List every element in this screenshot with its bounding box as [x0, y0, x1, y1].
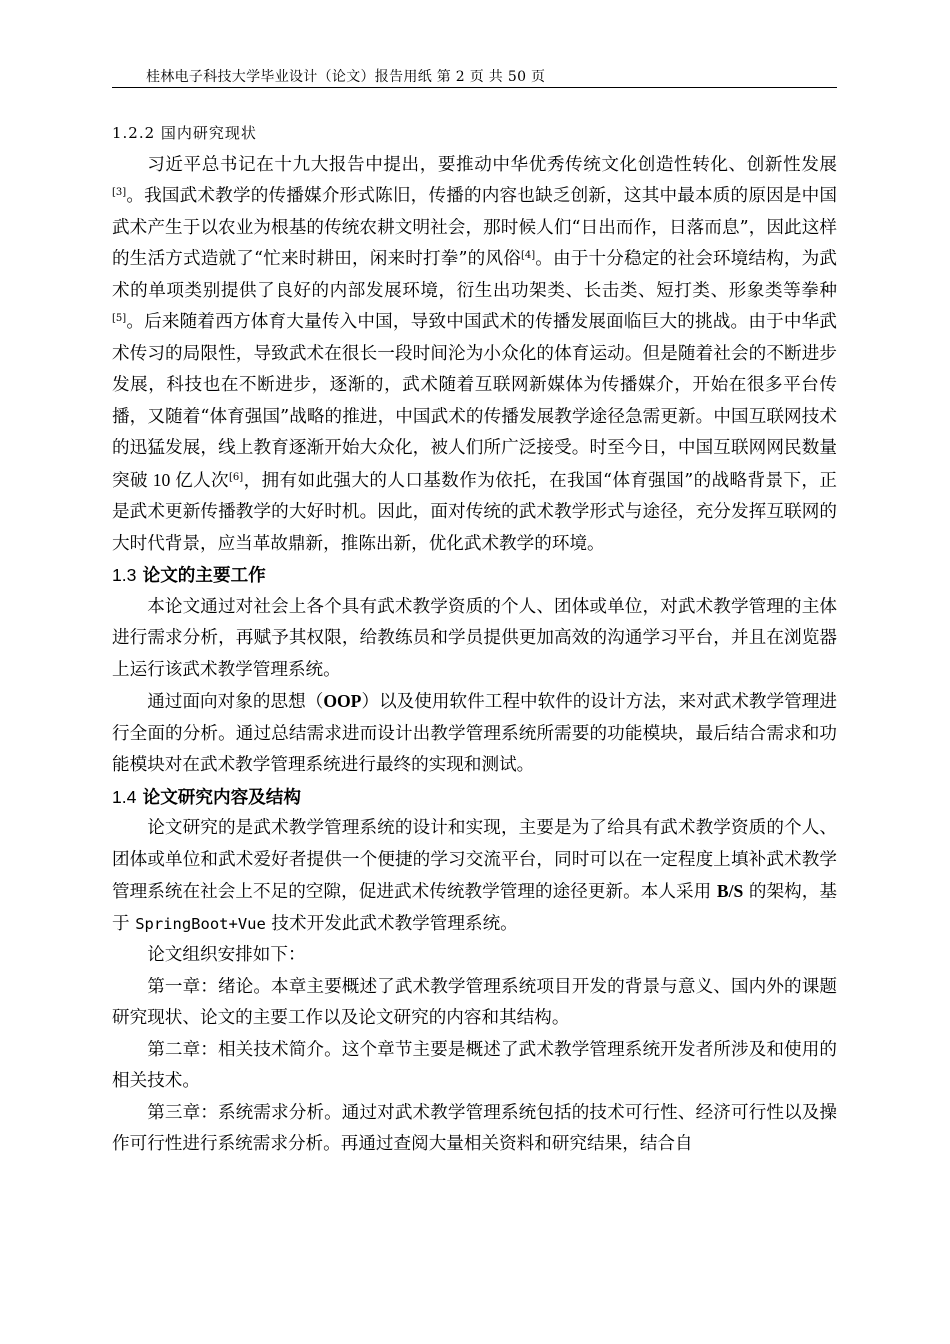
- citation-ref: [4]: [520, 250, 536, 261]
- text-run: ，拥有如此强大的人口基数作为依托，在我国“体育强国”的战略背景下，正是武术更新传播教学的大好时机。因此，面对传统的武术教学形式与途径，充分发挥互联网的大时代背景，应当革故鼎新，推陈出新，优化武术教学的环境。: [112, 470, 837, 554]
- section-heading-1-4: [112, 782, 837, 814]
- text-run: 通过面向对象的思想（: [147, 692, 324, 712]
- paragraph-chapter-2: 第二章：相关技术简介。这个章节主要是概述了武术教学管理系统开发者所涉及和使用的相关技术。: [112, 1039, 837, 1091]
- text-run: B/S: [716, 881, 744, 901]
- paragraph-chapter-3: 第三章：系统需求分析。通过对武术教学管理系统包括的技术可行性、经济可行性以及操作可行性进行系统需求分析。再通过查阅大量相关资料和研究结果，结合自: [112, 1102, 837, 1154]
- text-run: ）以及使用软件工程中软件的设计方法，来对武术教学管理进行全面的分析。通过总结需求进而设计出教学管理系统所需要的功能模块，最后结合需求和功能模块对在武术教学管理系统进行最终的实现和测试。: [112, 692, 837, 775]
- text-run: OOP: [323, 691, 362, 711]
- subsection-heading-1-2-2: 1.2.2 国内研究现状: [112, 124, 257, 142]
- text-run: 。我国武术教学的传播媒介形式陈旧，传播的内容也缺乏创新，这其中最本质的原因是中国武术产生于以农业为根基的传统农耕文明社会，那时候人们“日出而作，日落而息”，因此这样的生活方式造就了“忙来时耕田，闲来时打拳”的风俗: [112, 186, 837, 269]
- text-run: 。由于十分稳定的社会环境结构，为武术的单项类别提供了良好的内部发展环境，衍生出功架类、长击类、短打类、形象类等拳种: [112, 249, 837, 301]
- text-run: 10: [147, 469, 176, 490]
- section-number: 1.3: [112, 565, 137, 585]
- citation-ref: [3]: [112, 187, 127, 198]
- paragraph-organization-intro: 论文组织安排如下：: [147, 945, 306, 965]
- paragraph-main-work-2: [112, 686, 837, 782]
- document-body: [112, 118, 837, 1161]
- page-header: [112, 64, 837, 89]
- header-text: 桂林电子科技大学毕业设计（论文）报告用纸 第 2 页 共 50 页: [146, 69, 546, 85]
- paragraph-domestic-status: [112, 150, 837, 561]
- section-title: 论文研究内容及结构: [136, 786, 301, 808]
- section-number: 1.4: [112, 786, 137, 807]
- paragraph-content-structure: [112, 813, 837, 940]
- citation-ref: [6]: [229, 471, 244, 483]
- paragraph-main-work-1: 本论文通过对社会上各个具有武术教学资质的个人、团体或单位，对武术教学管理的主体进行需求分析，再赋予其权限，给教练员和学员提供更加高效的沟通学习平台，并且在浏览器上运行该武术教学管理系统。: [112, 596, 837, 680]
- text-run: SpringBoot+Vue: [135, 914, 266, 933]
- text-run: 习近平总书记在十九大报告中提出，要推动中华优秀传统文化创造性转化、创新性发展: [147, 154, 837, 175]
- text-run: 技术开发此武术教学管理系统。: [265, 913, 518, 934]
- text-run: 的架构，基于: [112, 882, 837, 934]
- header-divider: [112, 87, 837, 88]
- section-title: 论文的主要工作: [136, 565, 266, 586]
- text-run: 亿人次: [175, 470, 230, 491]
- citation-ref: [5]: [112, 313, 127, 324]
- section-heading-1-3: [112, 560, 837, 592]
- text-run: 论文研究的是武术教学管理系统的设计和实现，主要是为了给具有武术教学资质的个人、团体或单位和武术爱好者提供一个便捷的学习交流平台，同时可以在一定程度上填补武术教学管理系统在社会上不足的空隙，促进武术传统教学管理的途径更新。本人采用: [112, 818, 837, 902]
- paragraph-chapter-1: 第一章：绪论。本章主要概述了武术教学管理系统项目开发的背景与意义、国内外的课题研究现状、论文的主要工作以及论文研究的内容和其结构。: [112, 976, 837, 1028]
- text-run: 。后来随着西方体育大量传入中国，导致中国武术的传播发展面临巨大的挑战。由于中华武术传习的局限性，导致武术在很长一段时间沦为小众化的体育运动。但是随着社会的不断进步发展，科技也在不断进步，逐渐的，武术随着互联网新媒体为传播媒介，开始在很多平台传播，又随着“体育强国”战略的推进，中国武术的传播发展教学途径急需更新。中国互联网技术的迅猛发展，线上教育逐渐开始大众化，被人们所广泛接受。时至今日，中国互联网网民数量突破: [112, 312, 837, 491]
